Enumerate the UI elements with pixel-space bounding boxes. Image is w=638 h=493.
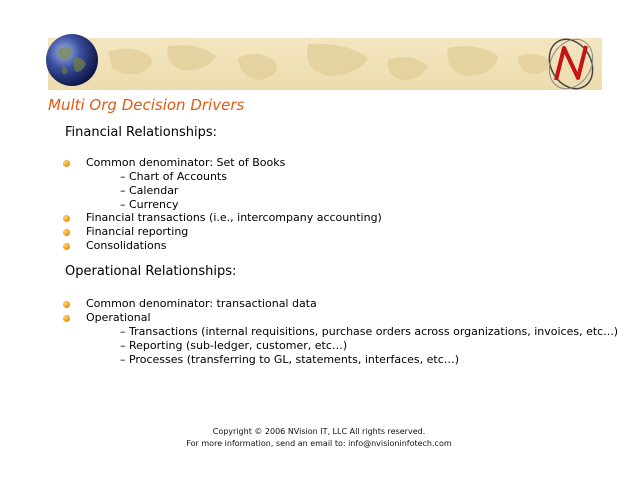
header-banner xyxy=(48,38,602,90)
list-item: Common denominator: transactional data xyxy=(86,297,317,310)
bullet-icon xyxy=(63,229,70,236)
bullet-icon xyxy=(63,315,70,322)
sub-list-item: – Processes (transferring to GL, statements, interfaces, etc…) xyxy=(120,353,460,366)
sub-list-item: – Reporting (sub-ledger, customer, etc…) xyxy=(120,339,348,352)
sub-list-item: – Transactions (internal requisitions, purchase orders across organizations, invoices, etc...) xyxy=(120,325,618,338)
list-item: Operational xyxy=(86,311,151,324)
sub-list-item: – Currency xyxy=(120,198,179,211)
list-item: Consolidations xyxy=(86,239,167,252)
sub-list-item: – Calendar xyxy=(120,184,179,197)
nvision-logo-icon xyxy=(540,30,602,96)
financial-heading: Financial Relationships: xyxy=(65,125,218,140)
operational-heading: Operational Relationships: xyxy=(65,264,237,279)
bullet-icon xyxy=(63,243,70,250)
slide-title: Multi Org Decision Drivers xyxy=(48,96,245,114)
list-item: Financial reporting xyxy=(86,225,189,238)
bullet-icon xyxy=(63,160,70,167)
sub-list-item: – Chart of Accounts xyxy=(120,170,227,183)
bullet-icon xyxy=(63,301,70,308)
footer-contact: For more information, send an email to: info@nvisioninfotech.com xyxy=(186,439,452,448)
footer-copyright: Copyright © 2006 NVision IT, LLC All rights reserved. xyxy=(212,427,426,436)
world-map-texture xyxy=(48,38,602,90)
globe-icon xyxy=(44,32,100,88)
bullet-icon xyxy=(63,215,70,222)
list-item: Common denominator: Set of Books xyxy=(86,156,286,169)
list-item: Financial transactions (i.e., intercompany accounting) xyxy=(86,211,382,224)
